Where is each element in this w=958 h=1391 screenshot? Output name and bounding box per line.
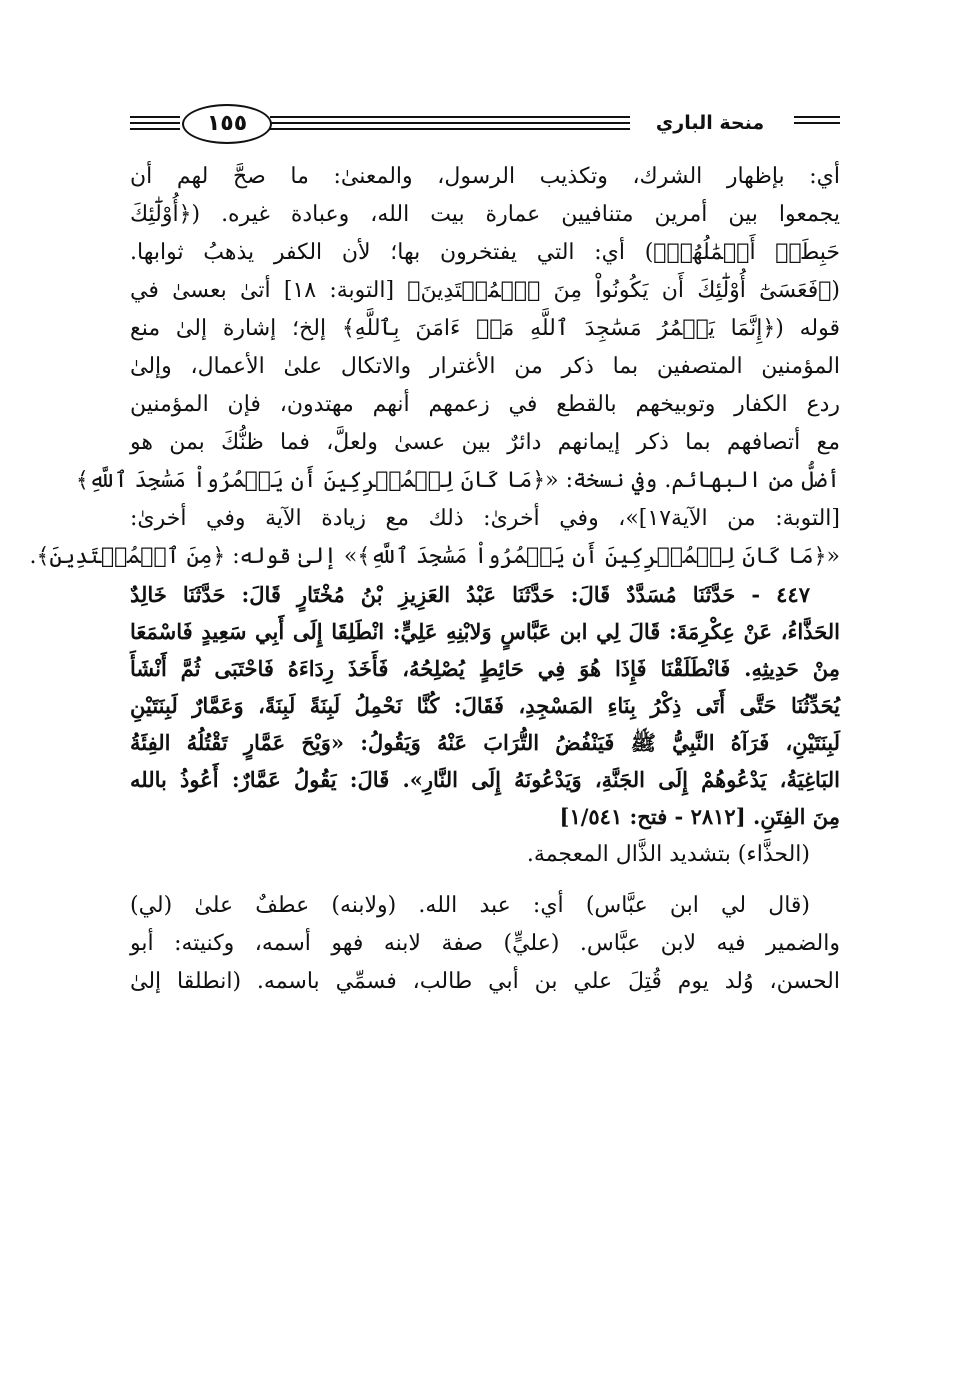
text-line: حَبِطَتۡ أَعۡمَٰلُهُمۡ﴾) أي: التي يفتخرون بها؛ لأن الكفر يذهبُ ثوابها. xyxy=(130,240,840,265)
text-line: يجمعوا بين أمرين متنافيين عمارة بيت الله، وعبادة غيره. (﴿أُوْلَٰٓئِكَ xyxy=(130,202,840,227)
text-line: مع أتصافهم بما ذكر إيمانهم دائرٌ بين عسىٰ ولعلَّ، فما ظنُّكَ بمن هو xyxy=(130,430,840,455)
hadith-line: يُحَدِّثُنَا حَتَّى أَتَى ذِكْرُ بِنَاءِ المَسْجِدِ، فَقَالَ: كُنَّا نَحْمِلُ لَبِنَةً لَبِنَةً، وَعَمَّارٌ لَبِنَتَيْنِ xyxy=(130,693,840,718)
text-line: المؤمنين المتصفين بما ذكر من الأغترار والاتكال علىٰ الأعمال، وإلىٰ xyxy=(130,354,840,379)
paragraph-gap xyxy=(130,875,840,887)
page-body xyxy=(29,158,841,1001)
commentary-paragraph xyxy=(29,158,841,576)
text-line: أضلُّ من البهائم. وفي نسخة: «﴿مَا كَانَ لِلۡمُشۡرِكِينَ أَن يَعۡمُرُواْ مَسَٰجِدَ ٱللَّهِ﴾ xyxy=(75,468,840,493)
text-line: «﴿مَا كَانَ لِلۡمُشۡرِكِينَ أَن يَعۡمُرُواْ مَسَٰجِدَ ٱللَّهِ﴾» إلىٰ قوله: ﴿مِنَ ٱلۡمُهۡتَدِينَ﴾. xyxy=(29,544,840,569)
hadith-line: الحَذَّاءُ، عَنْ عِكْرِمَةَ: قَالَ لِي ابن عَبَّاسٍ وَلابْنِهِ عَلِيٍّ: انْطَلِقَا إِلَى أَبِي سَعِيدٍ فَاسْمَعَا xyxy=(130,619,840,644)
commentary-paragraph xyxy=(130,887,840,1001)
text-line: قوله (﴿إِنَّمَا يَعۡمُرُ مَسَٰجِدَ ٱللَّهِ مَنۡ ءَامَنَ بِٱللَّهِ﴾ إلخ؛ إشارة إلىٰ منع xyxy=(130,316,840,341)
header-rule xyxy=(794,122,840,124)
text-line: أي: بإظهار الشرك، وتكذيب الرسول، والمعنىٰ: ما صحَّ لهم أن xyxy=(130,164,840,189)
hadith-line: مِنْ حَدِيثِهِ. فَانْطَلَقْنَا فَإِذَا هُوَ فِي حَائِطٍ يُصْلِحُهُ، فَأَخَذَ رِدَاءَهُ فَاحْتَبَى ثُمَّ أَنْشَأَ xyxy=(130,656,840,681)
text-line: (﴿فَعَسَىٰٓ أُوْلَٰٓئِكَ أَن يَكُونُواْ مِنَ ٱلۡمُهۡتَدِينَ﴾ [التوبة: ١٨] أتىٰ بعسىٰ في xyxy=(130,278,841,303)
header-rule xyxy=(130,122,180,124)
header-rule xyxy=(130,128,180,130)
text-line: (قال لي ابن عبَّاس) أي: عبد الله. (ولابنه) عطفٌ علىٰ (لي) xyxy=(130,893,810,918)
header-rule xyxy=(130,116,180,118)
text-line: والضمير فيه لابن عبَّاس. (عليٍّ) صفة لابنه فهو أسمه، وكنيته: أبو xyxy=(130,931,840,956)
page-number: ١٥٥ xyxy=(182,104,272,144)
book-title: منحة الباري xyxy=(630,106,790,140)
page-header xyxy=(130,98,840,158)
hadith-line: البَاغِيَةُ، يَدْعُوهُمْ إِلَى الجَنَّةِ، وَيَدْعُونَهُ إِلَى النَّارِ». قَالَ: يَقُولُ عَمَّارٌ: أَعُوذُ بالله xyxy=(130,767,840,792)
hadith-line: مِنَ الفِتَنِ. [٢٨١٢ - فتح: ١/٥٤١] xyxy=(559,804,840,829)
header-rule xyxy=(794,116,840,118)
text-line: ردع الكفار وتوبيخهم بالقطع في زعمهم أنهم مهتدون، فإن المؤمنين xyxy=(130,392,840,417)
hadith-line: لَبِنَتَيْنِ، فَرَآهُ النَّبِيُّ ﷺ فَيَنْفُضُ التُّرَابَ عَنْهُ وَيَقُولُ: «وَيْحَ عَمَّارٍ تَقْتُلُهُ الفِئَةُ xyxy=(130,730,840,755)
text-line: [التوبة: من الآية١٧]»، وفي أخرىٰ: ذلك مع زيادة الآية وفي أخرىٰ: xyxy=(130,506,840,531)
hadith-text xyxy=(130,576,840,835)
text-line: الحسن، وُلد يوم قُتِلَ علي بن أبي طالب، فسمِّي باسمه. (انطلقا إلىٰ xyxy=(130,969,840,994)
hadith-line: ٤٤٧ - حَدَّثَنَا مُسَدَّدٌ قَالَ: حَدَّثَنَا عَبْدُ العَزِيزِ بْنُ مُخْتَارٍ قَالَ: حَدَّثَنَا خَالِدٌ xyxy=(130,582,810,607)
footnote-explanation: (الحذَّاء) بتشديد الذَّال المعجمة. xyxy=(526,842,810,867)
